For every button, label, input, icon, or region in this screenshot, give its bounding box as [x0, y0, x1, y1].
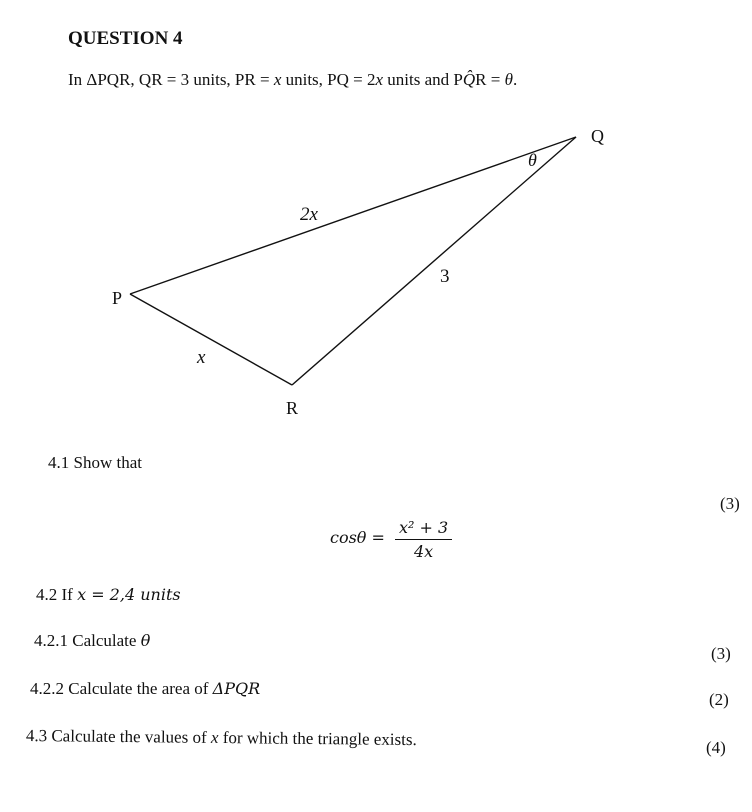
formula-lhs: cosθ =	[330, 528, 385, 548]
intro-prefix: In ΔPQR, QR = 3 units, PR =	[68, 70, 274, 89]
side-qr-label: 3	[440, 266, 450, 287]
side-pq-label: 2x	[300, 204, 318, 225]
q43-rest: for which the triangle exists.	[218, 728, 417, 750]
formula-numerator: x² + 3	[395, 518, 452, 540]
q42-condition: x = 2,4 units	[77, 585, 181, 604]
vertex-r-label: R	[286, 398, 299, 418]
q43-marks: (4)	[706, 738, 726, 757]
side-pr-line	[130, 294, 292, 385]
intro-mid2: units and P	[383, 70, 463, 89]
intro-mid1: units, PQ = 2	[281, 70, 376, 89]
formula-fraction	[395, 518, 452, 561]
q421-theta: θ	[140, 631, 151, 650]
cos-formula	[330, 518, 452, 561]
q422-label: 4.2.2 Calculate the area of	[30, 679, 213, 698]
q421-text	[34, 631, 150, 651]
vertex-q-label: Q	[591, 126, 604, 146]
q42-prefix: 4.2 If	[36, 585, 78, 604]
formula-denominator: 4x	[413, 542, 434, 561]
intro-suffix: R =	[475, 70, 505, 89]
q41-label: 4.1 Show that	[48, 453, 142, 472]
q422-triangle: ΔPQR	[212, 679, 261, 698]
q43-label: 4.3 Calculate the values of	[25, 726, 212, 747]
q41-marks: (3)	[720, 494, 740, 513]
q42-text	[36, 585, 181, 605]
intro-var-x: x	[273, 70, 282, 89]
q422-marks: (2)	[709, 690, 729, 709]
q43-var: x	[210, 727, 219, 748]
intro-var-2x: x	[375, 70, 384, 89]
q422-text	[30, 679, 260, 699]
intro-theta: θ	[504, 70, 513, 89]
side-pr-label: x	[197, 347, 206, 368]
q43-text	[26, 726, 417, 750]
side-qr-line	[292, 137, 576, 385]
question-title: QUESTION 4	[68, 28, 183, 49]
angle-q-label: θ	[528, 150, 537, 170]
vertex-p-label: P	[112, 288, 123, 308]
q421-marks: (3)	[711, 644, 731, 663]
intro-angle-vertex: Q̂	[462, 70, 476, 89]
intro-end: .	[512, 70, 518, 89]
q421-label: 4.2.1 Calculate	[34, 631, 141, 650]
side-pq-line	[130, 137, 576, 294]
